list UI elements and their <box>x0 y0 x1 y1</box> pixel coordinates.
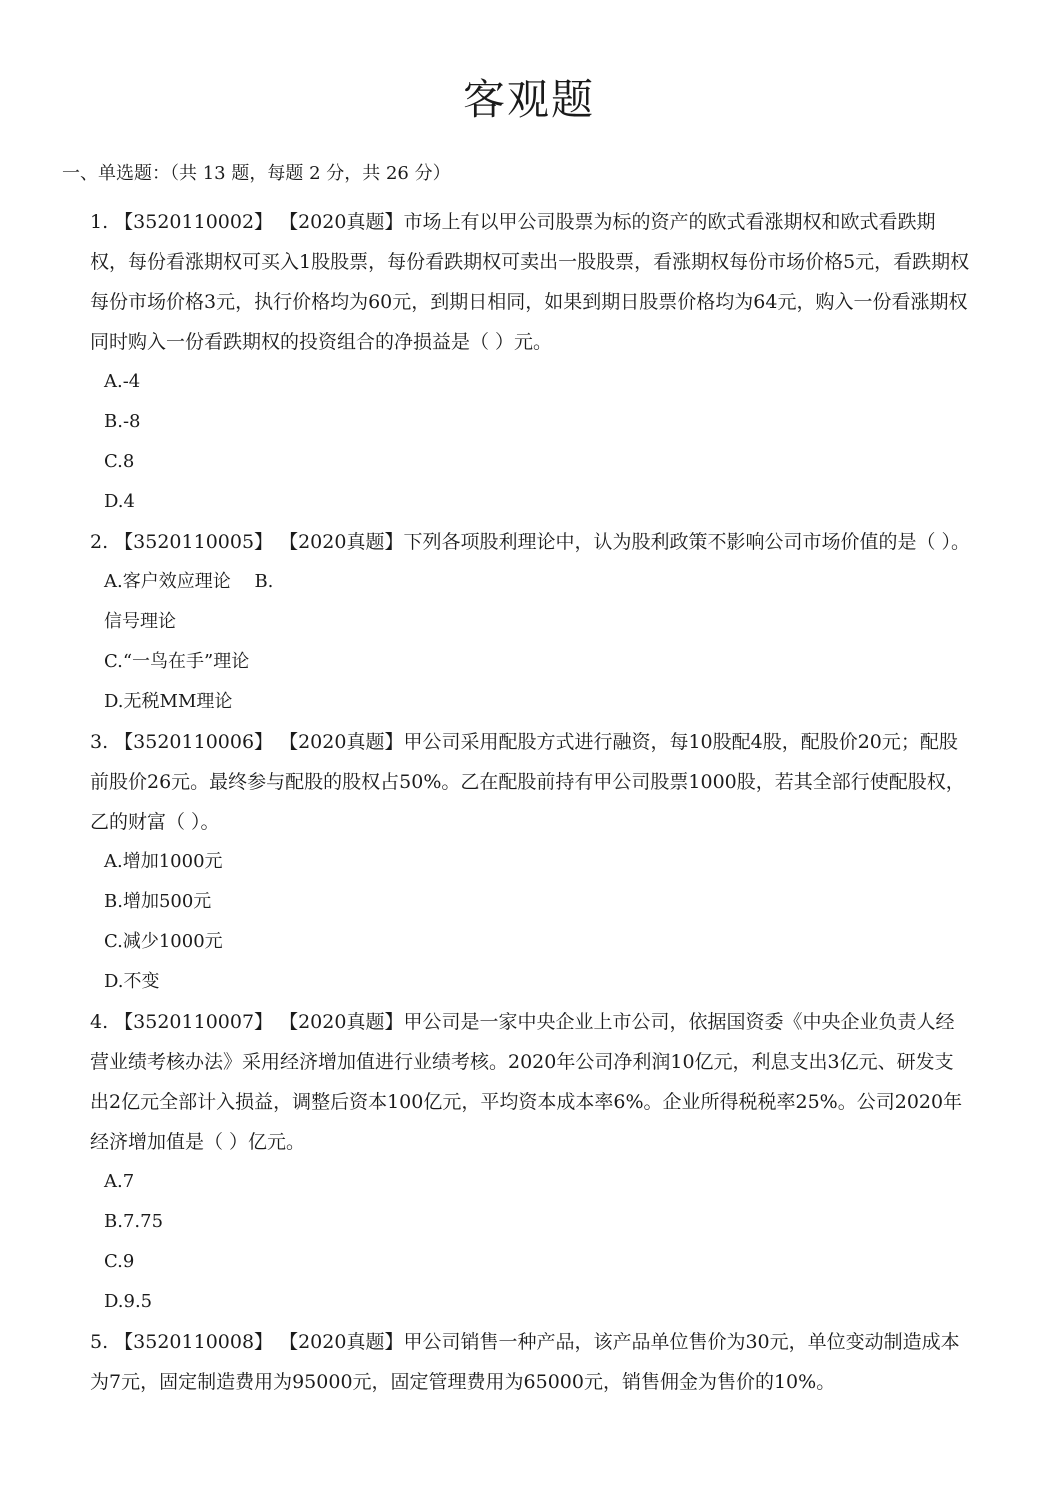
question-3-option-a: A.增加1000元 <box>104 851 223 872</box>
question-list <box>90 202 970 1402</box>
question-1-option-d: D.4 <box>104 491 135 512</box>
question-4-option-b: B.7.75 <box>104 1211 164 1232</box>
question-4: 4. 【3520110007】 【2020真题】甲公司是一家中央企业上市公司，依据国资委《中央企业负责人经营业绩考核办法》采用经济增加值进行业绩考核。2020年公司净利润10亿元，利息支出3亿元、研发支出2亿元全部计入损益，调整后资本100亿元，平均资本成本率6%。企业所得税税率25%。公司2020年经济增加值是（ ）亿元。 <box>90 1011 963 1153</box>
question-3-option-c: C.减少1000元 <box>104 931 223 952</box>
question-1-option-b: B.-8 <box>104 411 141 432</box>
question-1-option-c: C.8 <box>104 451 135 472</box>
page-title: 客观题 <box>462 75 595 124</box>
question-3: 3. 【3520110006】 【2020真题】甲公司采用配股方式进行融资，每10股配4股，配股价20元；配股前股价26元。最终参与配股的股权占50%。乙在配股前持有甲公司股票1000股，若其全部行使配股权，乙的财富（ ）。 <box>90 731 965 833</box>
question-2: 2. 【3520110005】 【2020真题】下列各项股利理论中，认为股利政策不影响公司市场价值的是（ ）。 <box>90 531 970 553</box>
question-4-option-a: A.7 <box>104 1171 135 1192</box>
question-4-option-d: D.9.5 <box>104 1291 153 1312</box>
question-5: 5. 【3520110008】 【2020真题】甲公司销售一种产品，该产品单位售价为30元，单位变动制造成本为7元，固定制造费用为95000元，固定管理费用为65000元，销售佣金为售价的10%。 <box>90 1331 960 1393</box>
question-2-option-b: 信号理论 <box>104 611 176 632</box>
question-2-option-a: A.客户效应理论 B. <box>104 571 274 592</box>
question-3-option-d: D.不变 <box>104 971 160 992</box>
question-1-option-a: A.-4 <box>104 371 141 392</box>
question-4-option-c: C.9 <box>104 1251 135 1272</box>
section-header: 一、单选题：（共 13 题，每题 2 分，共 26 分） <box>62 163 451 184</box>
question-2-option-d: D.无税MM理论 <box>104 691 233 712</box>
question-3-option-b: B.增加500元 <box>104 891 212 912</box>
question-1: 1. 【3520110002】 【2020真题】市场上有以甲公司股票为标的资产的欧式看涨期权和欧式看跌期权，每份看涨期权可买入1股股票，每份看跌期权可卖出一股股票，看涨期权每份市场价格5元，看跌期权每份市场价格3元，执行价格均为60元，到期日相同，如果到期日股票价格均为64元，购入一份看涨期权同时购入一份看跌期权的投资组合的净损益是（ ）元。 <box>90 211 970 353</box>
question-2-option-c: C.“一鸟在手”理论 <box>104 651 250 672</box>
